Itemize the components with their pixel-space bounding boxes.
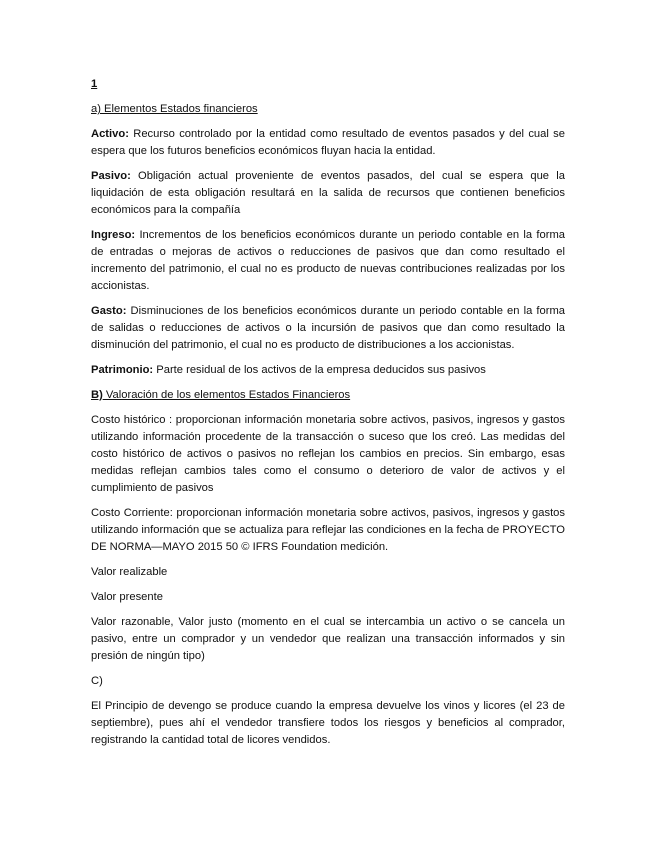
- section-b-text: Valoración de los elementos Estados Financieros: [102, 389, 351, 401]
- valor-razonable-paragraph: Valor razonable, Valor justo (momento en el cual se intercambia un activo o se cancela un pasivo, entre un comprador y un vendedor que realizan una transacción informados y sin presión de ningún tipo): [91, 616, 565, 662]
- section-b-letter: B): [91, 389, 103, 401]
- valor-presente-line: Valor presente: [91, 591, 163, 603]
- text-patrimonio: Parte residual de los activos de la empresa deducidos sus pasivos: [153, 364, 486, 376]
- text-activo: Recurso controlado por la entidad como resultado de eventos pasados y del cual se espera que los futuros beneficios económicos fluyan hacia la entidad.: [91, 128, 565, 157]
- section-number: 1: [91, 78, 98, 90]
- definition-ingreso: [91, 227, 565, 295]
- text-ingreso: Incrementos de los beneficios económicos durante un periodo contable en la forma de entradas o mejoras de activos o reducciones de pasivos que dan como resultado el incremento del patrimonio, el cual no es producto de nuevas contribuciones realizadas por los accionistas.: [91, 229, 565, 292]
- term-pasivo: Pasivo:: [91, 170, 131, 182]
- term-patrimonio: Patrimonio:: [91, 364, 154, 376]
- definition-patrimonio: [91, 362, 565, 379]
- section-a-heading: a) Elementos Estados financieros: [91, 103, 258, 115]
- definition-activo: [91, 126, 565, 160]
- section-c-heading: C): [91, 675, 103, 687]
- term-activo: Activo:: [91, 128, 129, 140]
- text-gasto: Disminuciones de los beneficios económicos durante un periodo contable en la forma de salidas o reducciones de activos o la incursión de pasivos que dan como resultado la disminución del patrimonio, el cual no es producto de distribuciones a los accionistas.: [91, 305, 565, 351]
- costo-historico-paragraph: Costo histórico : proporcionan información monetaria sobre activos, pasivos, ingresos y gastos utilizando información procedente de la transacción o suceso que los creó. Las medidas del costo histórico de activos o pasivos no reflejan los cambios en precios. Sin embargo, esas medidas reflejan cambios tales como el consumo o deterioro de valor de activos y el cumplimiento de pasivos: [91, 414, 565, 494]
- definition-gasto: [91, 303, 565, 354]
- costo-corriente-paragraph: Costo Corriente: proporcionan información monetaria sobre activos, pasivos, ingresos y gastos utilizando información que se actualiza para reflejar las condiciones en la fecha de PROYECTO DE NORMA—MAYO 2015 50 © IFRS Foundation medición.: [91, 507, 565, 553]
- principio-devengo-paragraph: El Principio de devengo se produce cuando la empresa devuelve los vinos y licores (el 23 de septiembre), pues ahí el vendedor transfiere todos los riesgos y beneficios al comprador, registrando la cantidad total de licores vendidos.: [91, 700, 565, 746]
- section-b-heading: [91, 387, 565, 404]
- definition-pasivo: [91, 168, 565, 219]
- text-pasivo: Obligación actual proveniente de eventos pasados, del cual se espera que la liquidación de esta obligación resultará en la salida de recursos que contienen beneficios económicos para la compañía: [91, 170, 565, 216]
- term-ingreso: Ingreso:: [91, 229, 136, 241]
- term-gasto: Gasto:: [91, 305, 127, 317]
- valor-realizable-line: Valor realizable: [91, 566, 168, 578]
- document-page: [91, 76, 565, 757]
